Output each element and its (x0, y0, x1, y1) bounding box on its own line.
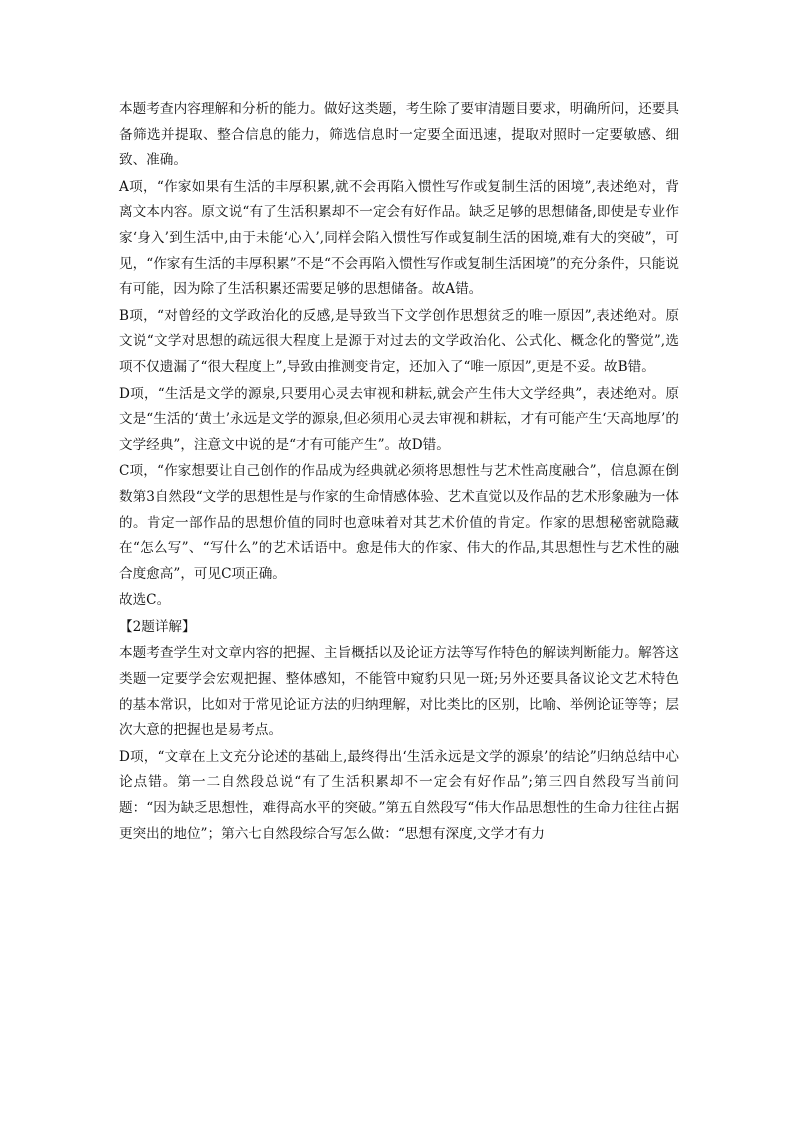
paragraph-q2-intro: 本题考查学生对文章内容的把握、主旨概括以及论证方法等写作特色的解读判断能力。解答这类题一定要学会宏观把握、整体感知，不能管中窥豹只见一斑;另外还要具备议论文艺术特色的基本常识，比如对于常见论证方法的归纳理解，对比类比的区别，比喻、举例论证等等；层次大意的把握也是易考点。 (119, 645, 679, 739)
paragraph-option-c: C项，“作家想要让自己创作的作品成为经典就必须将思想性与艺术性高度融合”，信息源在倒数第3自然段“文学的思想性是与作家的生命情感体验、艺术直觉以及作品的艺术形象融为一体的。肯定一部作品的思想价值的同时也意味着对其艺术价值的肯定。作家的思想秘密就隐藏在“怎么写”、“写什么”的艺术话语中。愈是伟大的作家、伟大的作品,其思想性与艺术性的融合度愈高”，可见C项正确。 (119, 463, 679, 582)
section-heading: 【2题详解】 (119, 618, 196, 635)
paragraph-q2-option-d: D项，“文章在上文充分论述的基础上,最终得出‘生活永远是文学的源泉’的结论”归纳总结中心论点错。第一二自然段总说“有了生活积累却不一定会有好作品”;第三四自然段写当前问题：“因为缺乏思想性，难得高水平的突破。”第五自然段写“伟大作品思想性的生命力往往占据更突出的地位”；第六七自然段综合写怎么做：“思想有深度,文学才有力 (119, 748, 679, 842)
paragraph-intro: 本题考查内容理解和分析的能力。做好这类题，考生除了要审清题目要求，明确所问，还要具备筛选并提取、整合信息的能力，筛选信息时一定要全面迅速，提取对照时一定要敏感、细致、准确。 (119, 101, 679, 169)
paragraph-option-a: A项，“作家如果有生活的丰厚积累,就不会再陷入惯性写作或复制生活的困境”,表述绝对，背离文本内容。原文说“有了生活积累却不一定会有好作品。缺乏足够的思想储备,即使是专业作家‘身入’到生活中,由于未能‘心入’,同样会陷入惯性写作或复制生活的困境,难有大的突破”，可见，“作家有生活的丰厚积累”不是“不会再陷入惯性写作或复制生活困境”的充分条件，只能说有可能，因为除了生活积累还需要足够的思想储备。故A错。 (119, 178, 679, 298)
paragraph-answer: 故选C。 (119, 592, 171, 609)
paragraph-option-b: B项，“对曾经的文学政治化的反感,是导致当下文学创作思想贫乏的唯一原因”,表述绝对。原文说“文学对思想的疏远很大程度上是源于对过去的文学政治化、公式化、概念化的警觉”,选项不仅遗漏了“很大程度上”,导致由推测变肯定，还加入了“唯一原因”,更是不妥。故B错。 (119, 307, 679, 375)
paragraph-option-d: D项，“生活是文学的源泉,只要用心灵去审视和耕耘,就会产生伟大文学经典”，表述绝对。原文是“生活的‘黄土’永远是文学的源泉,但必须用心灵去审视和耕耘，才有可能产生‘天高地厚’的文学经典”，注意文中说的是“才有可能产生”。故D错。 (119, 385, 679, 453)
document-body (119, 97, 679, 848)
